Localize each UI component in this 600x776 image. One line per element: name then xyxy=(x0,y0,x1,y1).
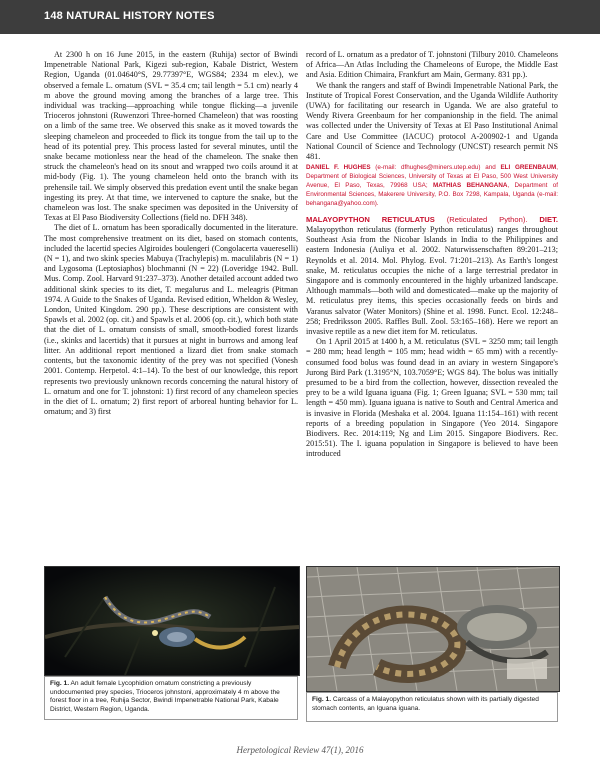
right-paragraph-2: We thank the rangers and staff of Bwindi Impenetrable National Park, the Institute of Tropical Forest Conservation, and the Uganda Wildlife Authority (UWA) for facilitating our research in Uganda. We are also grateful to Wendy Rivera Greenbaum for her companionship in the field. The animal was collected under the University of Texas at El Paso Institutional Animal Care and Use Committee (IACUC) protocol A-200902-1 and Uganda National Council of Science and Technology (UNCST) research permit NS 481. xyxy=(306,80,558,162)
right-paragraph-1: record of L. ornatum as a predator of T. johnstoni (Tilbury 2010. Chameleons of Africa—An Atlas Including the Chameleons of Europe, the Middle East and Asia. Edition Chimaira, Frankfurt am Main, Germany. 831 pp.). xyxy=(306,50,558,80)
figure-left-caption xyxy=(44,676,298,720)
python-carcass-illustration xyxy=(307,567,559,691)
left-paragraph-2: The diet of L. ornatum has been sporadically documented in the literature. The most comprehensive treatment on its diet, based on stomach contents, included the lacertid species Algiroides boulengeri (Congolacerta vauereselli) (N = 1), and two skink species Mabuya (Trachylepis) m. maculilabris (N = 1) and Lygosoma (Leptosiaphos) blochmanni (N = 22) (Loveridge 1942. Bull. Mus. Comp. Zool. Harvard 91:237–373). Another detailed account added two additional skink species to its diet, T. megalurus and L. meleagris (Pitman 1974. A Guide to the Snakes of Uganda. Revised edition, Wheldon & Wesley, London, United Kingdom. 290 pp.). These descriptions are consistent with Spawls et al. 2002 (op. cit.) and Spawls et al. 2006 (op. cit.), which both state that the diet of L. ornatum consists of small, smooth-bodied forest lizards (i.e., skinks and lacertids) that it pursues at night in burrows and among leaf litter. An additional report mentioned a lizard diet from snake stomach contents, but the taxonomic identity of the prey was not specified (Vonesh 2001. Contemp. Herpetol. 4:1–14). To the best of our knowledge, this report represents two previously unknown records concerning the natural history of L. ornatum and one for T. johnstoni: 1) first record of any chameleon species in the diet of L. ornatum; 2) first report of arboreal hunting behavior for L. ornatum; and 3) first xyxy=(44,223,298,417)
author-name-3: MATHIAS BEHANGANA xyxy=(432,182,508,190)
species-common-name: (Reticulated Python). xyxy=(434,214,540,224)
figure-right-photo xyxy=(306,566,560,692)
figure-left-label: Fig. 1. xyxy=(50,680,70,687)
python-note xyxy=(306,215,558,337)
python-paragraph-1: Malayopython reticulatus (formerly Python reticulatus) ranges throughout Southeast Asia from the Nicobar Islands in India to the Philippines and eastern Indonesia (Auliya et al. 2002. Naturwissenschaften 89:201–213; Reynolds et al. 2014. Mol. Phylog. Evol. 71:201–213). As Earth's longest snake, M. reticulatus occupies the niche of a large terrestrial predator in Singapore and is commonly encountered in the highly urbanized landscape. Although mammals—both wild and domesticated—make up the majority of M. reticulatus prey items, this species occasionally feeds on birds and Varanus salvator (Water Monitors) (Shine et al. 1998. Funct. Ecol. 12:248–258; Fredriksson 2005. Raffles Bull. Zool. 53:165–168). Here we report an invasive reptile as a new diet item for M. reticulatus. xyxy=(306,224,558,336)
author-name-1: DANIEL F. HUGHES xyxy=(306,164,371,172)
figure-right-caption-text: Carcass of a Malayopython reticulatus shown with its partially digested stomach contents, an Iguana iguana. xyxy=(312,696,539,712)
figure-left-caption-text: An adult female Lycophidion ornatum constricting a previously undocumented prey species, Trioceros johnstoni, approximately 4 m above the forest floor in a tree, Ruhija Sector, Bwindi Impenetrable National Park, Kabale District, Western Region, Uganda. xyxy=(50,680,280,713)
figure-left-photo xyxy=(44,566,300,676)
left-column xyxy=(44,50,298,417)
species-name: MALAYOPYTHON RETICULATUS xyxy=(306,214,435,224)
page-header-title: 148 NATURAL HISTORY NOTES xyxy=(44,10,215,22)
right-column xyxy=(306,50,558,460)
author-name-2: ELI GREENBAUM xyxy=(500,164,557,172)
species-section: DIET. xyxy=(539,214,558,224)
python-paragraph-2: On 1 April 2015 at 1400 h, a M. reticulatus (SVL = 3250 mm; tail length = 280 mm; head length = 105 mm; head width = 65 mm) with a recently-consumed food bolus was found dead in an aviary in western Singapore's Jurong Bird Park (1.3195°N, 103.7059°E; WGS 84). The bolus was initially presumed to be a bird from the collection, however, dissection revealed the prey to be a wild Iguana iguana (Fig. 1; Green Iguana; SVL = 530 mm; tail length = 450 mm). Iguana iguana is native to South and Central America and is invasive in Florida (Meshaka et al. 2004. Iguana 11:154–161) with recent reports of a breeding population in Singapore (Yeo 2014. Singapore Biodivers. Rec. 2014:119; Ng and Lim 2015. Singapore Biodivers. Rec. 2015:51). The I. iguana population in Singapore is believed to have been introduced xyxy=(306,337,558,459)
author-affiliation-2: , Department of Environmental Sciences, Makerere University, P.O. Box 7298, Kampala, Uganda (e-mail: behangana@yahoo.com). xyxy=(306,182,558,207)
page-footer: Herpetological Review 47(1), 2016 xyxy=(236,745,364,755)
left-paragraph-1: At 2300 h on 16 June 2015, in the eastern (Ruhija) sector of Bwindi Impenetrable National Park, Kigezi sub-region, Kabale District, Western Region, Uganda (01.04640°S, 29.77397°E, WGS84; 2334 m elev.), we observed a female L. ornatum (SVL = 35.4 cm; tail length = 5.1 cm) nearly 4 m above the ground moving among the branches of a large tree. This individual was tracking—approaching while tongue flicking—a juvenile Trioceros johnstoni (Ruwenzori Three-horned Chameleon) that was roosting on a limb of the same tree. We observed this snake as it moved towards the sleeping chameleon and proceeded to flick its tongue from the tail up to the head of its potential prey. This process lasted for several minutes, until the snake became motionless near the head of the chameleon. The snake then struck the chameleon's head on its snout and wrapped two coils around it at mid-body (Fig. 1). The young chameleon held onto the branch with its prehensile tail. We simply observed this predation event until the snake began ingesting its prey. At that time, we intervened to capture the snake, but the chameleon was lost. The snake specimen was deposited in the University of Texas at El Paso Biodiversity Collections (field no. DFH 348). xyxy=(44,50,298,223)
author-affiliations xyxy=(306,164,558,209)
author-contact-1: (e-mail: dfhughes@miners.utep.edu) and xyxy=(370,164,501,172)
figure-right-label: Fig. 1. xyxy=(312,696,332,703)
page-header xyxy=(0,0,600,34)
snake-chameleon-illustration xyxy=(45,567,299,675)
species-heading xyxy=(306,215,558,224)
figure-right-caption xyxy=(306,692,558,722)
author-affiliation-1: , Department of Biological Sciences, University of Texas at El Paso, 500 West University Avenue, El Paso, Texas, 79968 USA; xyxy=(306,164,558,190)
